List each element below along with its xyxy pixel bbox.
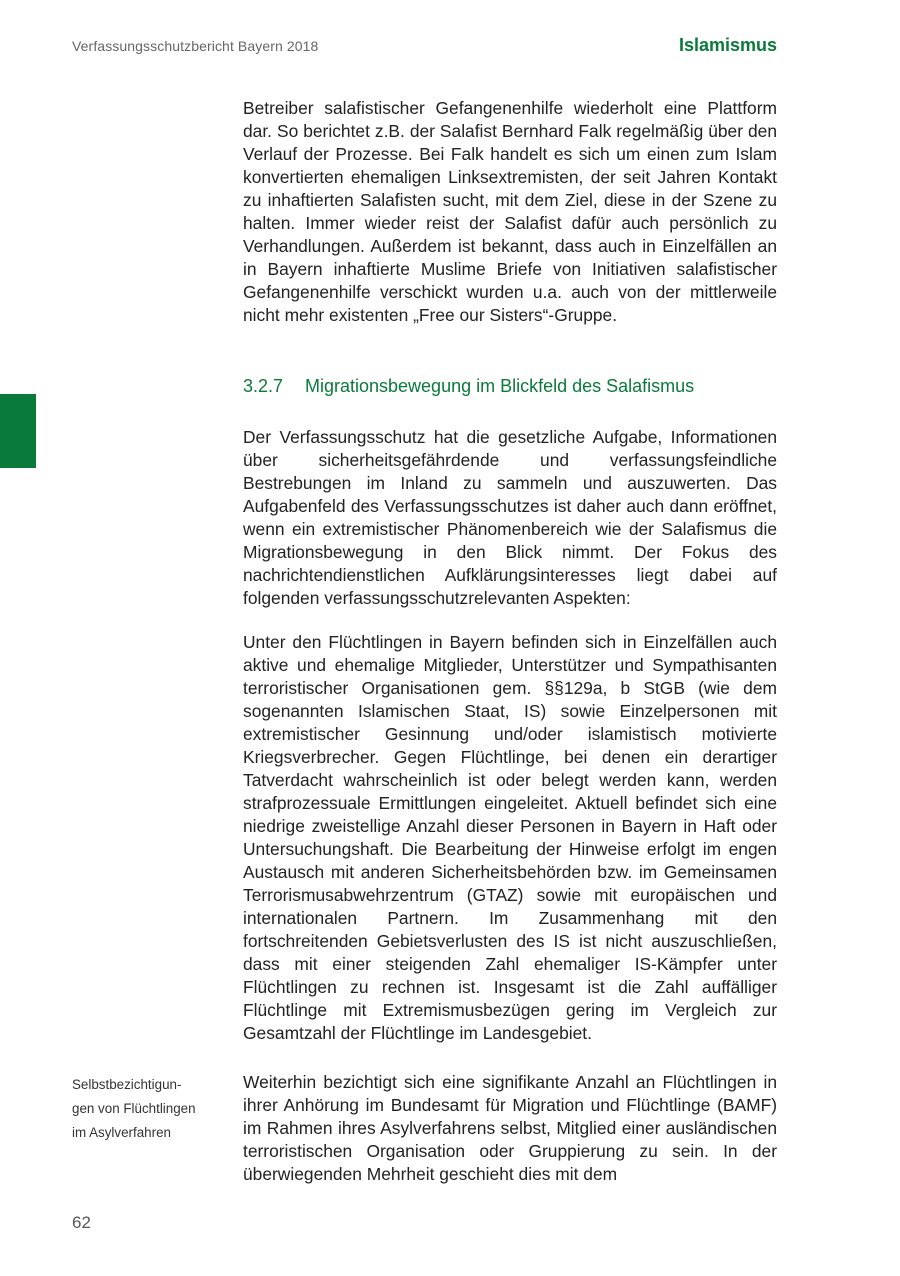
body-paragraph-2 [243, 426, 777, 610]
margin-note-line: gen von Flüchtlingen [72, 1101, 196, 1116]
body-paragraph-4 [243, 1071, 777, 1186]
paragraph-text: Der Verfassungsschutz hat die gesetzliche Aufgabe, Informationen über sicherheitsgefährdende und verfassungsfeindliche Bestrebungen im Inland zu sammeln und auszuwerten. Das Aufgabenfeld des Verfassungsschutzes ist daher auch dann eröffnet, wenn ein extremistischer Phänomenbereich wie der Salafismus die Migrationsbewegung in den Blick nimmt. Der Fokus des nachrichtendienstlichen Aufklärungsinteresses liegt dabei auf folgenden verfassungsschutzrelevanten Aspekten: [243, 427, 777, 608]
margin-note-line: Selbstbezichtigun- [72, 1077, 182, 1092]
body-paragraph-1 [243, 97, 777, 327]
paragraph-text: Betreiber salafistischer Gefangenenhilfe wiederholt eine Plattform dar. So berichtet z.B. der Salafist Bernhard Falk regelmäßig über den Verlauf der Prozesse. Bei Falk handelt es sich um einen zum Islam konvertierten ehemaligen Linksextremisten, der seit Jahren Kontakt zu inhaftierten Salafisten sucht, mit dem Ziel, diese in der Szene zu halten. Immer wieder reist der Salafist dafür auch persönlich zu Verhandlungen. Außerdem ist bekannt, dass auch in Einzelfällen an in Bayern inhaftierte Muslime Briefe von Initiativen salafistischer Gefangenenhilfe verschickt wurden u.a. auch von der mittlerweile nicht mehr existenten „Free our Sisters“-Gruppe. [243, 98, 777, 325]
section-number: 3.2.7 [243, 376, 284, 396]
page-number: 62 [72, 1213, 91, 1232]
chapter-title: Islamismus [678, 35, 777, 55]
body-paragraph-3 [243, 631, 777, 1045]
paragraph-text: Unter den Flüchtlingen in Bayern befinden sich in Einzelfällen auch aktive und ehemalige Mitglieder, Unterstützer und Sympathisanten terroristischer Organisationen gem. §§129a, b StGB (wie dem sogenannten Islamischen Staat, IS) sowie Einzelpersonen mit extremistischer Gesinnung und/oder islamistisch motivierte Kriegsverbrecher. Gegen Flüchtlinge, bei denen ein derartiger Tatverdacht wahrscheinlich ist oder belegt werden kann, werden strafprozessuale Ermittlungen eingeleitet. Aktuell befindet sich eine niedrige zweistellige Anzahl dieser Personen in Bayern in Haft oder Untersuchungshaft. Die Bearbeitung der Hinweise erfolgt im engen Austausch mit anderen Sicherheitsbehörden bzw. im Gemeinsamen Terrorismusabwehrzentrum (GTAZ) sowie mit europäischen und internationalen Partnern. Im Zusammenhang mit den fortschreitenden Gebietsverlusten des IS ist nicht auszuschließen, dass mit einer steigenden Zahl ehemaliger IS-Kämpfer unter Flüchtlingen zu rechnen ist. Insgesamt ist die Zahl auffälliger Flüchtlinge mit Extremismusbezügen gering im Vergleich zur Gesamtzahl der Flüchtlinge im Landesgebiet. [243, 632, 777, 1043]
chapter-tab-marker [0, 394, 36, 468]
section-title: Migrationsbewegung im Blickfeld des Salafismus [305, 376, 695, 396]
margin-note [72, 1073, 222, 1145]
running-header-title: Verfassungsschutzbericht Bayern 2018 [72, 38, 319, 54]
section-heading [243, 376, 777, 397]
margin-note-line: im Asylverfahren [72, 1125, 171, 1140]
paragraph-text: Weiterhin bezichtigt sich eine signifikante Anzahl an Flüchtlingen in ihrer Anhörung im Bundesamt für Migration und Flüchtlinge (BAMF) im Rahmen ihres Asylverfahrens selbst, Mitglied einer ausländischen terroristischen Organisation oder Gruppierung zu sein. In der überwiegenden Mehrheit geschieht dies mit dem [243, 1072, 777, 1184]
